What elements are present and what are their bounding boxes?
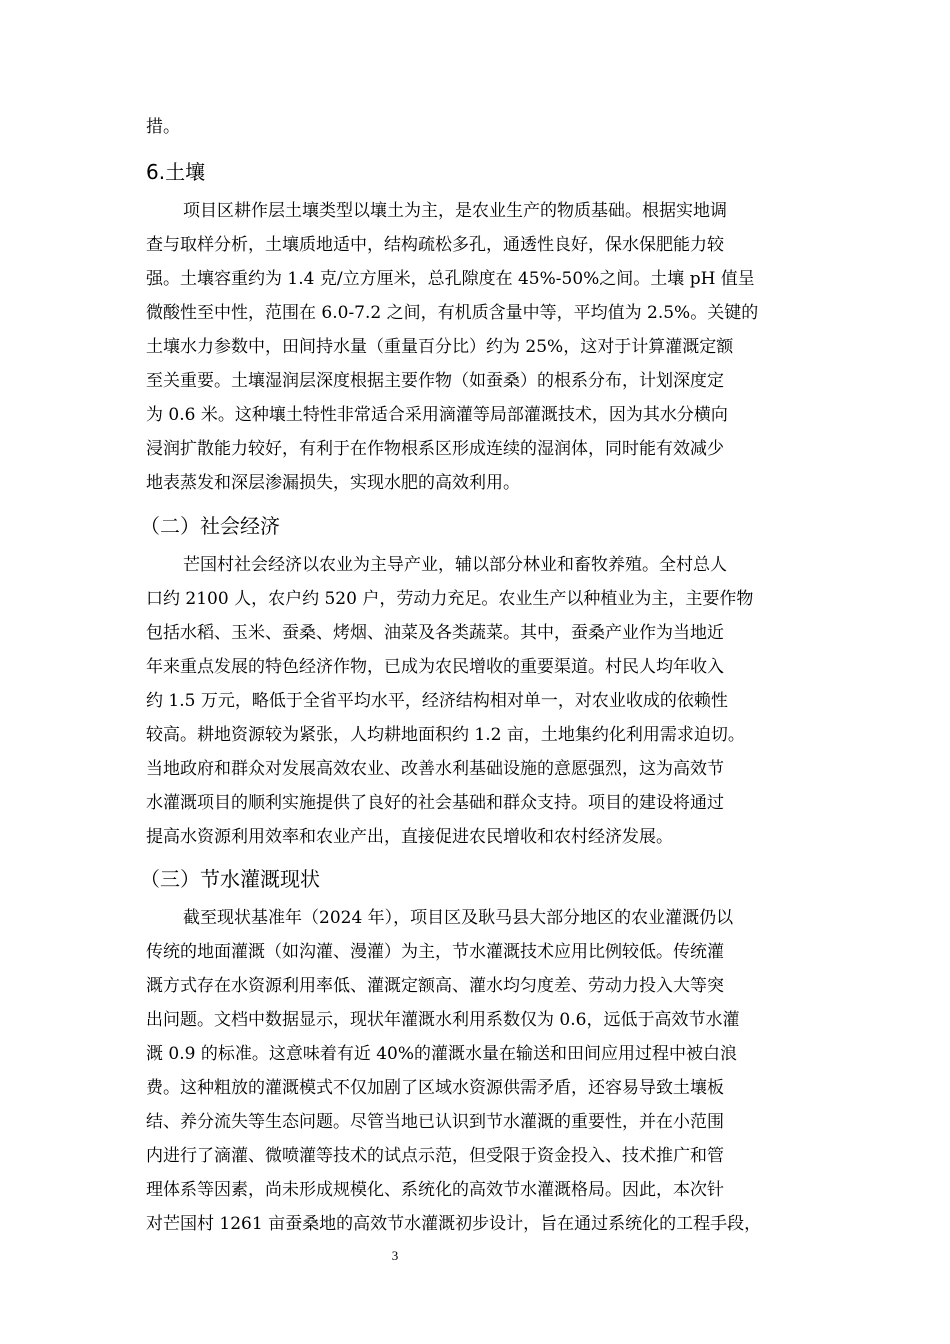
soil-line: 查与取样分析，土壤质地适中，结构疏松多孔，通透性良好，保水保肥能力较 [146, 235, 724, 255]
soil-line: 土壤水力参数中，田间持水量（重量百分比）约为 25%，这对于计算灌溉定额 [146, 337, 734, 357]
irrigation-line: 结、养分流失等生态问题。尽管当地已认识到节水灌溉的重要性，并在小范围 [146, 1112, 724, 1132]
lead-line: 措。 [146, 117, 180, 137]
socio-line: 提高水资源利用效率和农业产出，直接促进农民增收和农村经济发展。 [146, 827, 673, 847]
socio-line: 较高。耕地资源较为紧张，人均耕地面积约 1.2 亩，土地集约化利用需求迫切。 [146, 725, 745, 745]
page-number: 3 [391, 1248, 399, 1263]
soil-line: 强。土壤容重约为 1.4 克/立方厘米，总孔隙度在 45%-50%之间。土壤 pH 值呈 [146, 269, 755, 289]
heading-socio-economy: （二）社会经济 [140, 514, 280, 538]
irrigation-line: 理体系等因素，尚未形成规模化、系统化的高效节水灌溉格局。因此，本次针 [146, 1180, 724, 1200]
socio-line: 包括水稻、玉米、蚕桑、烤烟、油菜及各类蔬菜。其中，蚕桑产业作为当地近 [146, 623, 724, 643]
soil-line: 为 0.6 米。这种壤土特性非常适合采用滴灌等局部灌溉技术，因为其水分横向 [146, 405, 728, 425]
socio-line: 当地政府和群众对发展高效农业、改善水利基础设施的意愿强烈，这为高效节 [146, 759, 724, 779]
irrigation-line: 对芒国村 1261 亩蚕桑地的高效节水灌溉初步设计，旨在通过系统化的工程手段， [146, 1214, 762, 1234]
soil-line: 项目区耕作层土壤类型以壤土为主，是农业生产的物质基础。根据实地调 [183, 201, 727, 221]
soil-line: 微酸性至中性，范围在 6.0-7.2 之间，有机质含量中等，平均值为 2.5%。关键的 [146, 303, 759, 323]
heading-soil: 6.土壤 [146, 160, 206, 184]
irrigation-line: 传统的地面灌溉（如沟灌、漫灌）为主，节水灌溉技术应用比例较低。传统灌 [146, 942, 724, 962]
socio-line: 芒国村社会经济以农业为主导产业，辅以部分林业和畜牧养殖。全村总人 [183, 555, 727, 575]
soil-line: 地表蒸发和深层渗漏损失，实现水肥的高效利用。 [146, 473, 520, 493]
irrigation-line: 出问题。文档中数据显示，现状年灌溉水利用系数仅为 0.6，远低于高效节水灌 [146, 1010, 740, 1030]
irrigation-line: 溉 0.9 的标准。这意味着有近 40%的灌溉水量在输送和田间应用过程中被白浪 [146, 1044, 738, 1064]
soil-line: 浸润扩散能力较好，有利于在作物根系区形成连续的湿润体，同时能有效减少 [146, 439, 724, 459]
heading-irrigation-status: （三）节水灌溉现状 [140, 867, 320, 891]
socio-line: 约 1.5 万元，略低于全省平均水平，经济结构相对单一，对农业收成的依赖性 [146, 691, 728, 711]
socio-line: 年来重点发展的特色经济作物，已成为农民增收的重要渠道。村民人均年收入 [146, 657, 724, 677]
socio-line: 水灌溉项目的顺利实施提供了良好的社会基础和群众支持。项目的建设将通过 [146, 793, 724, 813]
irrigation-line: 费。这种粗放的灌溉模式不仅加剧了区域水资源供需矛盾，还容易导致土壤板 [146, 1078, 724, 1098]
socio-line: 口约 2100 人，农户约 520 户，劳动力充足。农业生产以种植业为主，主要作物 [146, 589, 754, 609]
irrigation-line: 溉方式存在水资源利用率低、灌溉定额高、灌水均匀度差、劳动力投入大等突 [146, 976, 724, 996]
irrigation-line: 内进行了滴灌、微喷灌等技术的试点示范，但受限于资金投入、技术推广和管 [146, 1146, 724, 1166]
soil-line: 至关重要。土壤湿润层深度根据主要作物（如蚕桑）的根系分布，计划深度定 [146, 371, 724, 391]
irrigation-line: 截至现状基准年（2024 年），项目区及耿马县大部分地区的农业灌溉仍以 [183, 908, 734, 928]
